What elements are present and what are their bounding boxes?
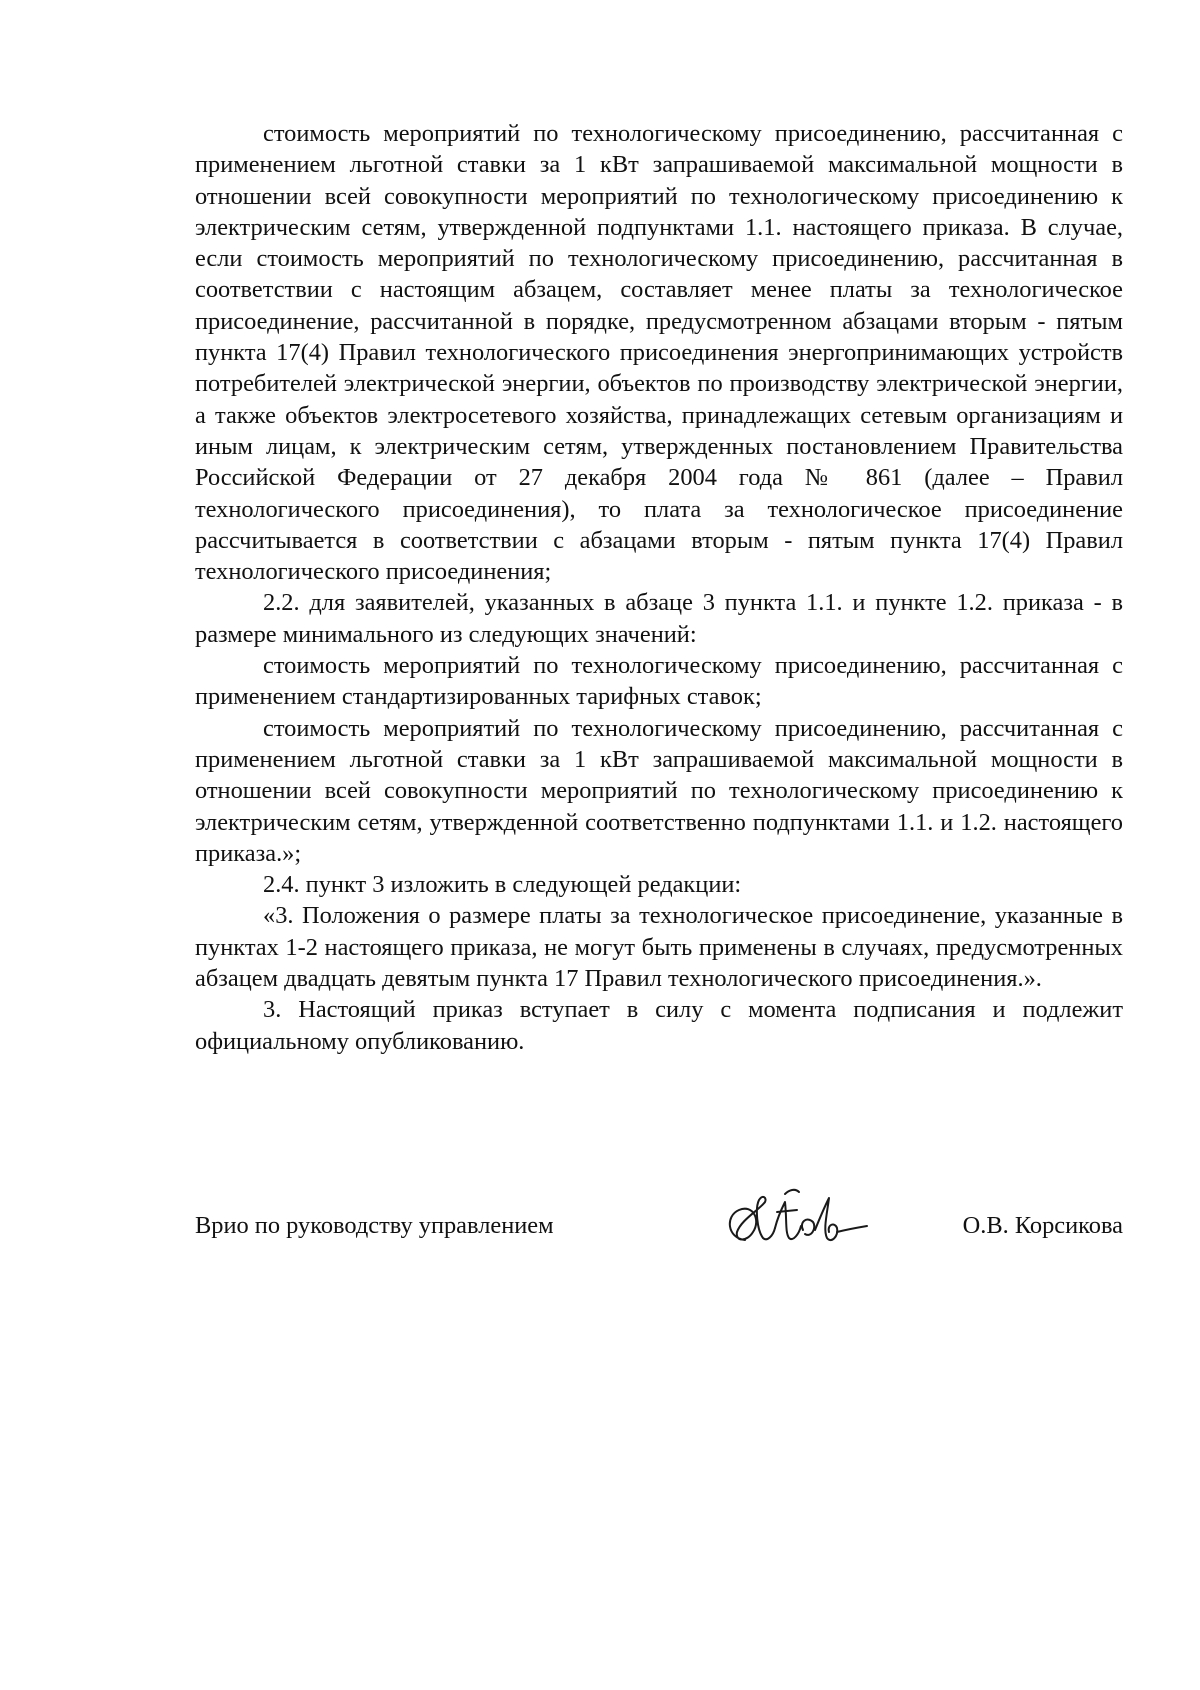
paragraph-cost-standard-rates: стоимость мероприятий по технологическому присоединению, рассчитанная с применением стандартизированных тарифных ставок; (195, 652, 1123, 711)
paragraph-cost-preferential-rate: стоимость мероприятий по технологическому присоединению, рассчитанная с применением льготной ставки за 1 кВт запрашиваемой максимальной мощности в отношении всей совокупности мероприятий по технологическому присоединению к электрическим сетям, утвержденной подпунктами 1.1. настоящего приказа. В случае, если стоимость мероприятий по технологическому присоединению, рассчитанная в соответствии с настоящим абзацем, составляет менее платы за технологическое присоединение, рассчитанной в порядке, предусмотренном абзацами вторым - пятым пункта 17(4) Правил технологического присоединения энергопринимающих устройств потребителей электрической энергии, объектов по производству электрической энергии, а также объектов электросетевого хозяйства, принадлежащих сетевым организациям и иным лицам, к электрическим сетям, утвержденных постановлением Правительства Российской Федерации от 27 декабря 2004 года № 861 (далее – Правил технологического присоединения), то плата за технологическое присоединение рассчитывается в соответствии с абзацами вторым - пятым пункта 17(4) Правил технологического присоединения; (195, 120, 1123, 586)
handwritten-signature (715, 1180, 880, 1270)
paragraph-2-2: 2.2. для заявителей, указанных в абзаце 3 пункта 1.1. и пункте 1.2. приказа - в размере минимального из следующих значений: (195, 589, 1123, 648)
document-body (195, 118, 1123, 1057)
paragraph-2-4: 2.4. пункт 3 изложить в следующей редакции: (263, 871, 742, 899)
signature-block (195, 1198, 1123, 1258)
signatory-position: Врио по руководству управлением (195, 1212, 554, 1239)
paragraph-3-effective: 3. Настоящий приказ вступает в силу с момента подписания и подлежит официальному опубликованию. (195, 996, 1123, 1055)
signatory-name: О.В. Корсикова (962, 1212, 1123, 1239)
paragraph-cost-preferential-rate-2: стоимость мероприятий по технологическому присоединению, рассчитанная с применением льготной ставки за 1 кВт запрашиваемой максимальной мощности в отношении всей совокупности мероприятий по технологическому присоединению к электрическим сетям, утвержденной соответственно подпунктами 1.1. и 1.2. настоящего приказа.»; (195, 714, 1123, 867)
paragraph-clause-3-text: «3. Положения о размере платы за технологическое присоединение, указанные в пунктах 1-2 настоящего приказа, не могут быть применены в случаях, предусмотренных абзацем двадцать девятым пункта 17 Правил технологического присоединения.». (195, 902, 1123, 993)
